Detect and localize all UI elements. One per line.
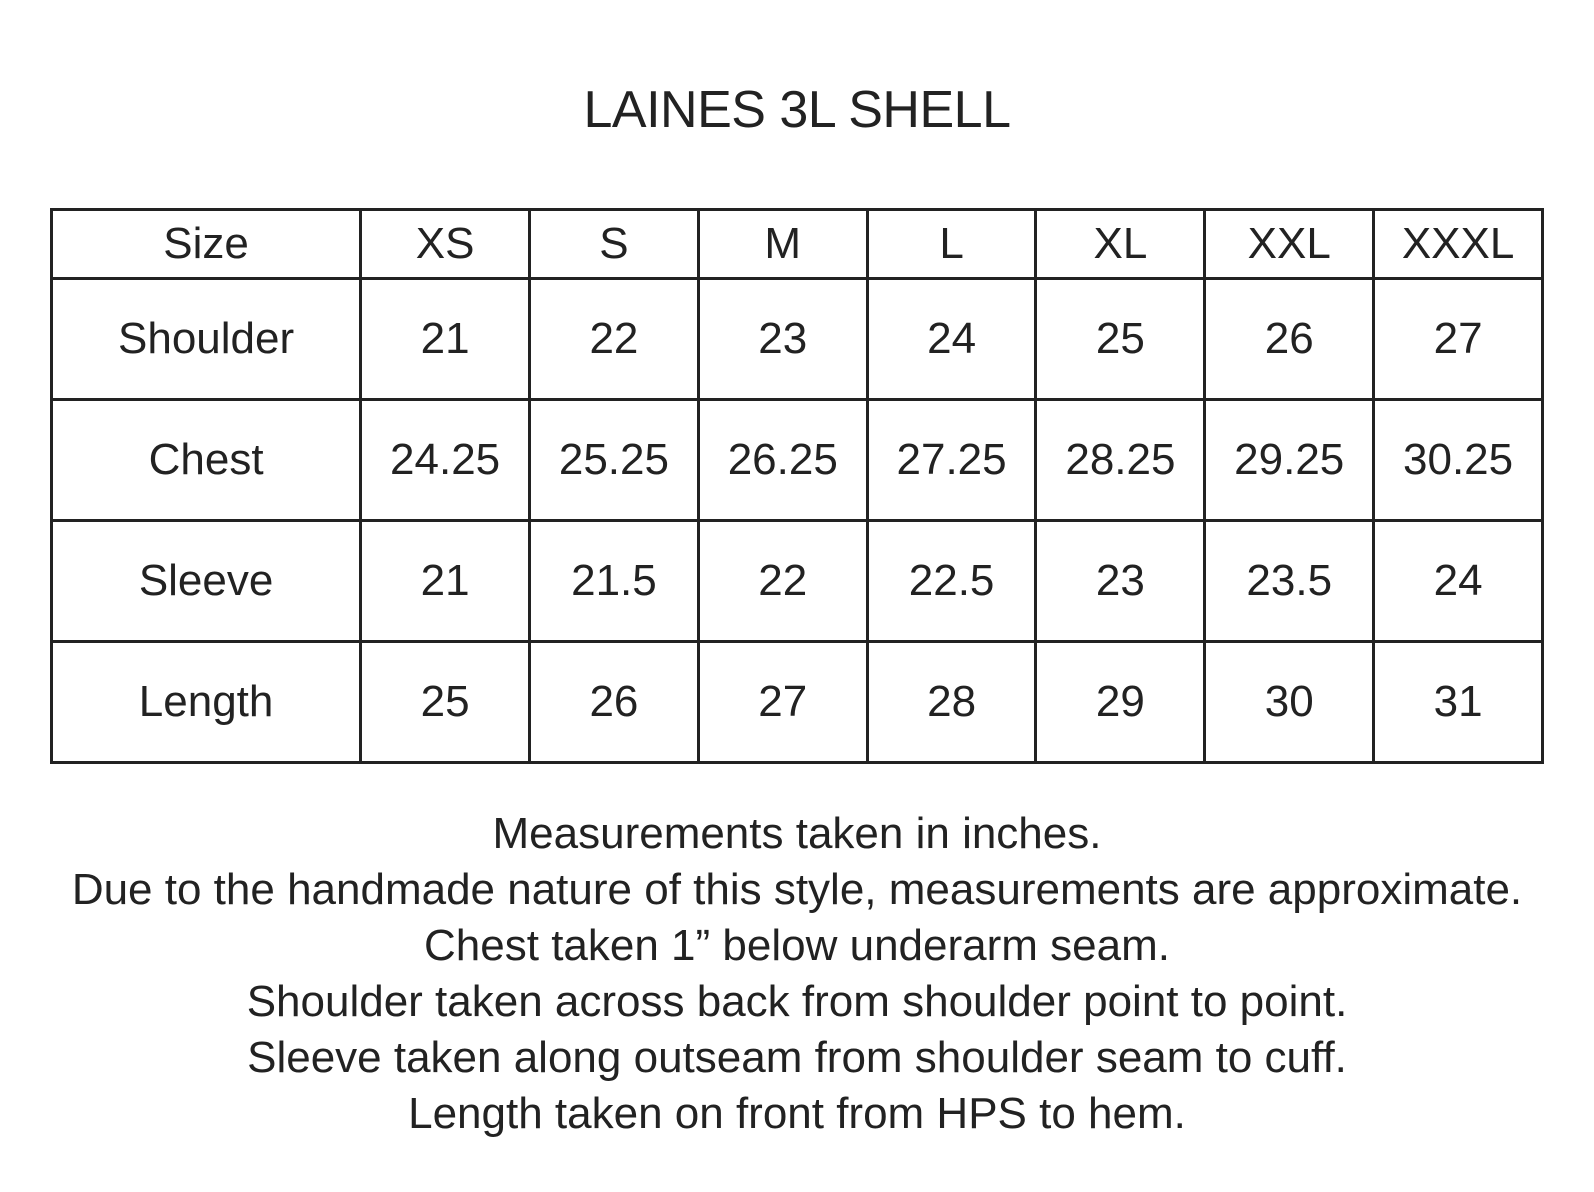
- table-cell: 22: [698, 521, 867, 642]
- table-row-length: [52, 642, 1543, 763]
- note-line: Length taken on front from HPS to hem.: [408, 1089, 1186, 1138]
- table-cell: 23: [1036, 521, 1205, 642]
- note-line: Sleeve taken along outseam from shoulder seam to cuff.: [247, 1033, 1347, 1082]
- table-cell: 23.5: [1205, 521, 1374, 642]
- table-cell: 25.25: [530, 400, 699, 521]
- row-label: Sleeve: [52, 521, 361, 642]
- header-cell-xl: XL: [1036, 210, 1205, 279]
- header-cell-size: Size: [52, 210, 361, 279]
- header-cell-xxxl: XXXL: [1374, 210, 1543, 279]
- header-cell-xs: XS: [361, 210, 530, 279]
- table-cell: 30.25: [1374, 400, 1543, 521]
- table-row-chest: [52, 400, 1543, 521]
- table-cell: 21.5: [530, 521, 699, 642]
- note-line: Chest taken 1” below underarm seam.: [424, 921, 1170, 970]
- note-line: Shoulder taken across back from shoulder point to point.: [246, 977, 1348, 1026]
- table-cell: 30: [1205, 642, 1374, 763]
- table-cell: 29.25: [1205, 400, 1374, 521]
- table-cell: 27: [1374, 279, 1543, 400]
- page-title: LAINES 3L SHELL: [583, 81, 1011, 139]
- size-chart-table: [50, 208, 1544, 764]
- table-cell: 27.25: [867, 400, 1036, 521]
- table-cell: 21: [361, 521, 530, 642]
- row-label: Length: [52, 642, 361, 763]
- note-line: Due to the handmade nature of this style, measurements are approximate.: [71, 865, 1523, 914]
- row-label: Shoulder: [52, 279, 361, 400]
- header-cell-l: L: [867, 210, 1036, 279]
- table-cell: 27: [698, 642, 867, 763]
- table-cell: 21: [361, 279, 530, 400]
- table-cell: 22: [530, 279, 699, 400]
- table-cell: 25: [361, 642, 530, 763]
- table-cell: 26: [530, 642, 699, 763]
- table-cell: 24: [867, 279, 1036, 400]
- table-cell: 24.25: [361, 400, 530, 521]
- table-cell: 26.25: [698, 400, 867, 521]
- table-row-shoulder: [52, 279, 1543, 400]
- table-row-sleeve: [52, 521, 1543, 642]
- table-cell: 22.5: [867, 521, 1036, 642]
- table-cell: 26: [1205, 279, 1374, 400]
- table-cell: 23: [698, 279, 867, 400]
- note-line: Measurements taken in inches.: [492, 809, 1102, 858]
- table-cell: 28: [867, 642, 1036, 763]
- table-cell: 24: [1374, 521, 1543, 642]
- table-cell: 29: [1036, 642, 1205, 763]
- table-cell: 31: [1374, 642, 1543, 763]
- table-cell: 28.25: [1036, 400, 1205, 521]
- table-cell: 25: [1036, 279, 1205, 400]
- table-header-row: [52, 210, 1543, 279]
- header-cell-m: M: [698, 210, 867, 279]
- header-cell-s: S: [530, 210, 699, 279]
- row-label: Chest: [52, 400, 361, 521]
- header-cell-xxl: XXL: [1205, 210, 1374, 279]
- measurement-notes: [0, 806, 1594, 1142]
